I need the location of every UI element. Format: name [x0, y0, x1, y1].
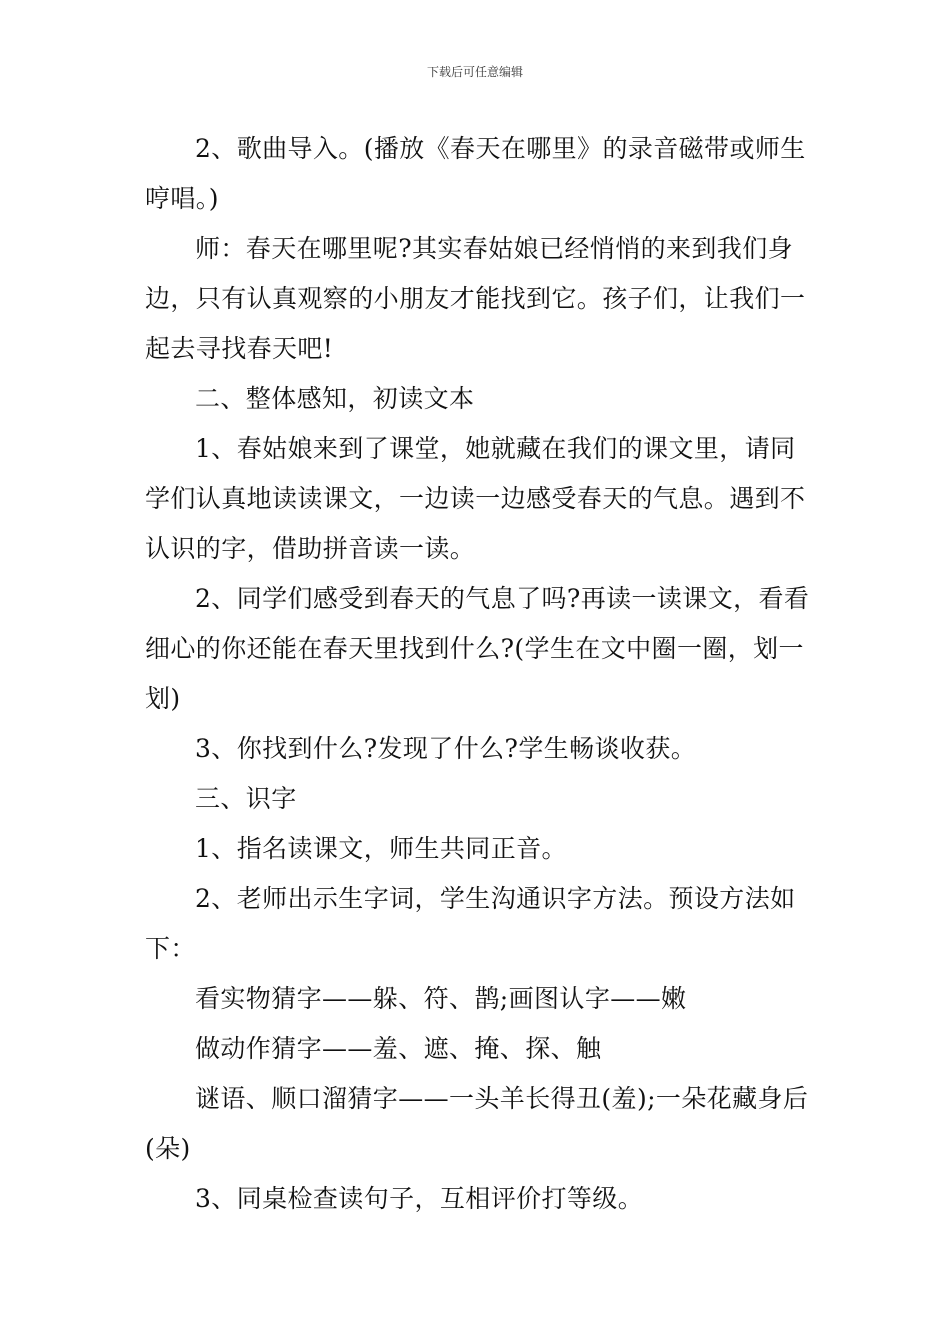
section-heading-literacy: 三、识字 [195, 784, 297, 813]
paragraph-method-objects: 看实物猜字——躲、符、鹊;画图认字——嫩 [195, 984, 687, 1013]
paragraph-teacher-remark: 师：春天在哪里呢?其实春姑娘已经悄悄的来到我们身边，只有认真观察的小朋友才能找到它。孩子们，让我们一起去寻找春天吧! [145, 234, 806, 363]
paragraph-literacy-1: 1、指名读课文，师生共同正音。 [195, 834, 567, 863]
paragraph-song-intro: 2、歌曲导入。(播放《春天在哪里》的录音磁带或师生哼唱。) [145, 134, 806, 213]
paragraph-step-3-share: 3、你找到什么?发现了什么?学生畅谈收获。 [195, 734, 697, 763]
paragraph-method-riddles: 谜语、顺口溜猜字——一头羊长得丑(羞);一朵花藏身后(朵) [145, 1084, 809, 1163]
section-heading-overall-perception: 二、整体感知，初读文本 [195, 384, 475, 413]
paragraph-method-actions: 做动作猜字——羞、遮、掩、探、触 [195, 1034, 602, 1063]
paragraph-step-1-read: 1、春姑娘来到了课堂，她就藏在我们的课文里，请同学们认真地读读课文，一边读一边感受春天的气息。遇到不认识的字，借助拼音读一读。 [145, 434, 806, 563]
paragraph-literacy-2: 2、老师出示生字词，学生沟通识字方法。预设方法如下： [145, 884, 796, 963]
paragraph-literacy-3: 3、同桌检查读句子，互相评价打等级。 [195, 1184, 644, 1213]
document-body [145, 124, 815, 1224]
page-header: 下载后可任意编辑 [426, 65, 523, 79]
paragraph-step-2-reread: 2、同学们感受到春天的气息了吗?再读一读课文，看看细心的你还能在春天里找到什么?(学生在文中圈一圈，划一划) [145, 584, 810, 713]
